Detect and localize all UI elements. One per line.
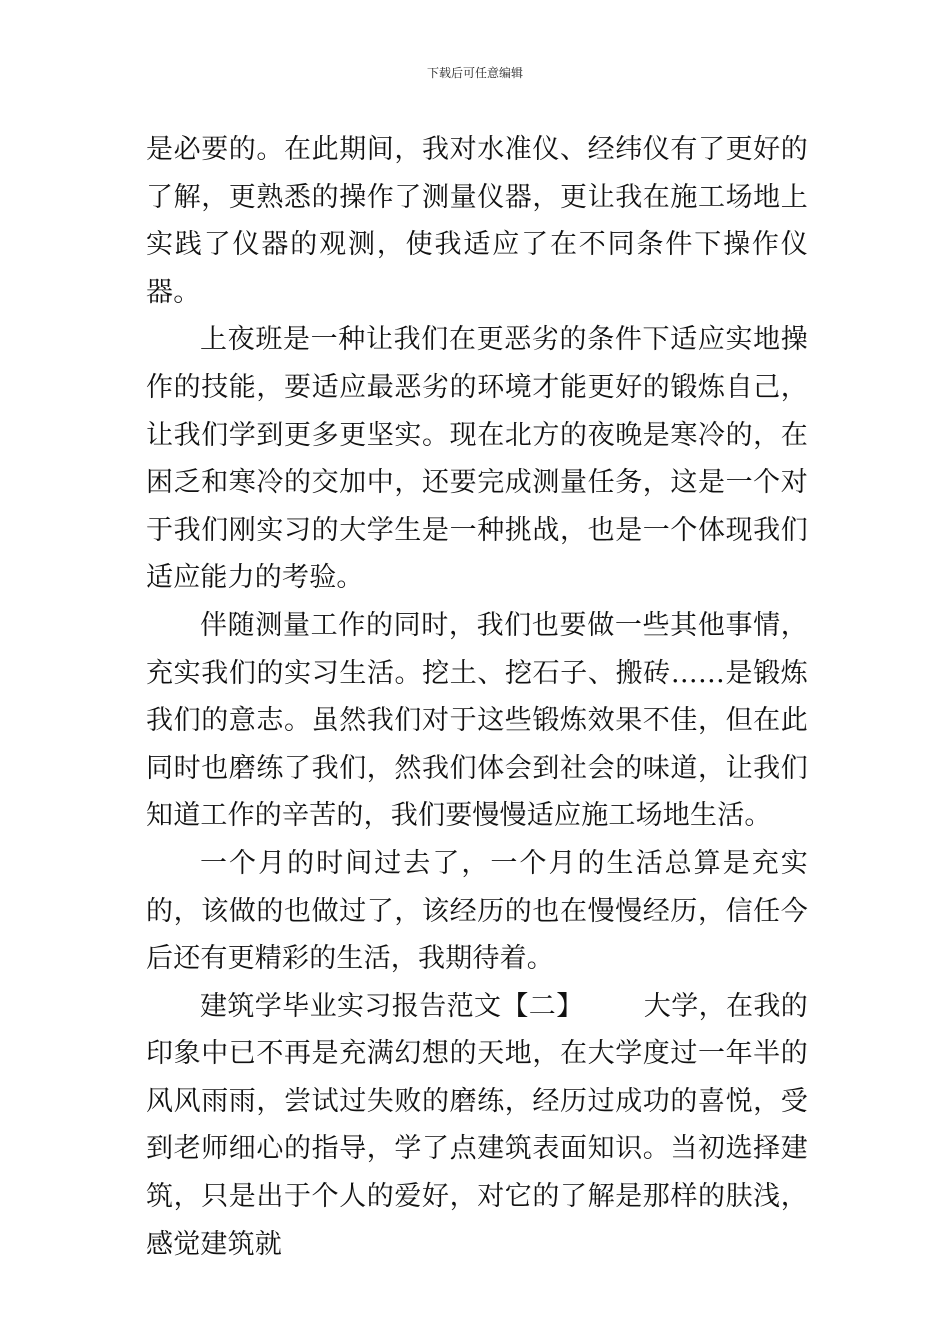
paragraph-continuation: 是必要的。在此期间，我对水准仪、经纬仪有了更好的了解，更熟悉的操作了测量仪器，更让我在施工场地上实践了仪器的观测，使我适应了在不同条件下操作仪器。 [146, 134, 808, 308]
section-text: 大学，在我的印象中已不再是充满幻想的天地，在大学度过一年半的风风雨雨，尝试过失败的磨练，经历过成功的喜悦，受到老师细心的指导，学了点建筑表面知识。当初选择建筑，只是出于个人的爱好，对它的了解是那样的肤浅，感觉建筑就 [146, 990, 808, 1260]
section-title: 建筑学毕业实习报告范文【二】 [200, 990, 584, 1022]
paragraph-month-summary: 一个月的时间过去了，一个月的生活总算是充实的，该做的也做过了，该经历的也在慢慢经历，信任今后还有更精彩的生活，我期待着。 [146, 847, 808, 975]
document-body [146, 126, 808, 1268]
page-header-note: 下载后可任意编辑 [426, 66, 523, 80]
paragraph-section-two [146, 983, 808, 1269]
paragraph-other-work: 伴随测量工作的同时，我们也要做一些其他事情，充实我们的实习生活。挖土、挖石子、搬砖……是锻炼我们的意志。虽然我们对于这些锻炼效果不佳，但在此同时也磨练了我们，然我们体会到社会的味道，让我们知道工作的辛苦的，我们要慢慢适应施工场地生活。 [146, 609, 808, 832]
paragraph-night-shift: 上夜班是一种让我们在更恶劣的条件下适应实地操作的技能，要适应最恶劣的环境才能更好的锻炼自己，让我们学到更多更坚实。现在北方的夜晚是寒冷的，在困乏和寒冷的交加中，还要完成测量任务，这是一个对于我们刚实习的大学生是一种挑战，也是一个体现我们适应能力的考验。 [146, 324, 808, 594]
